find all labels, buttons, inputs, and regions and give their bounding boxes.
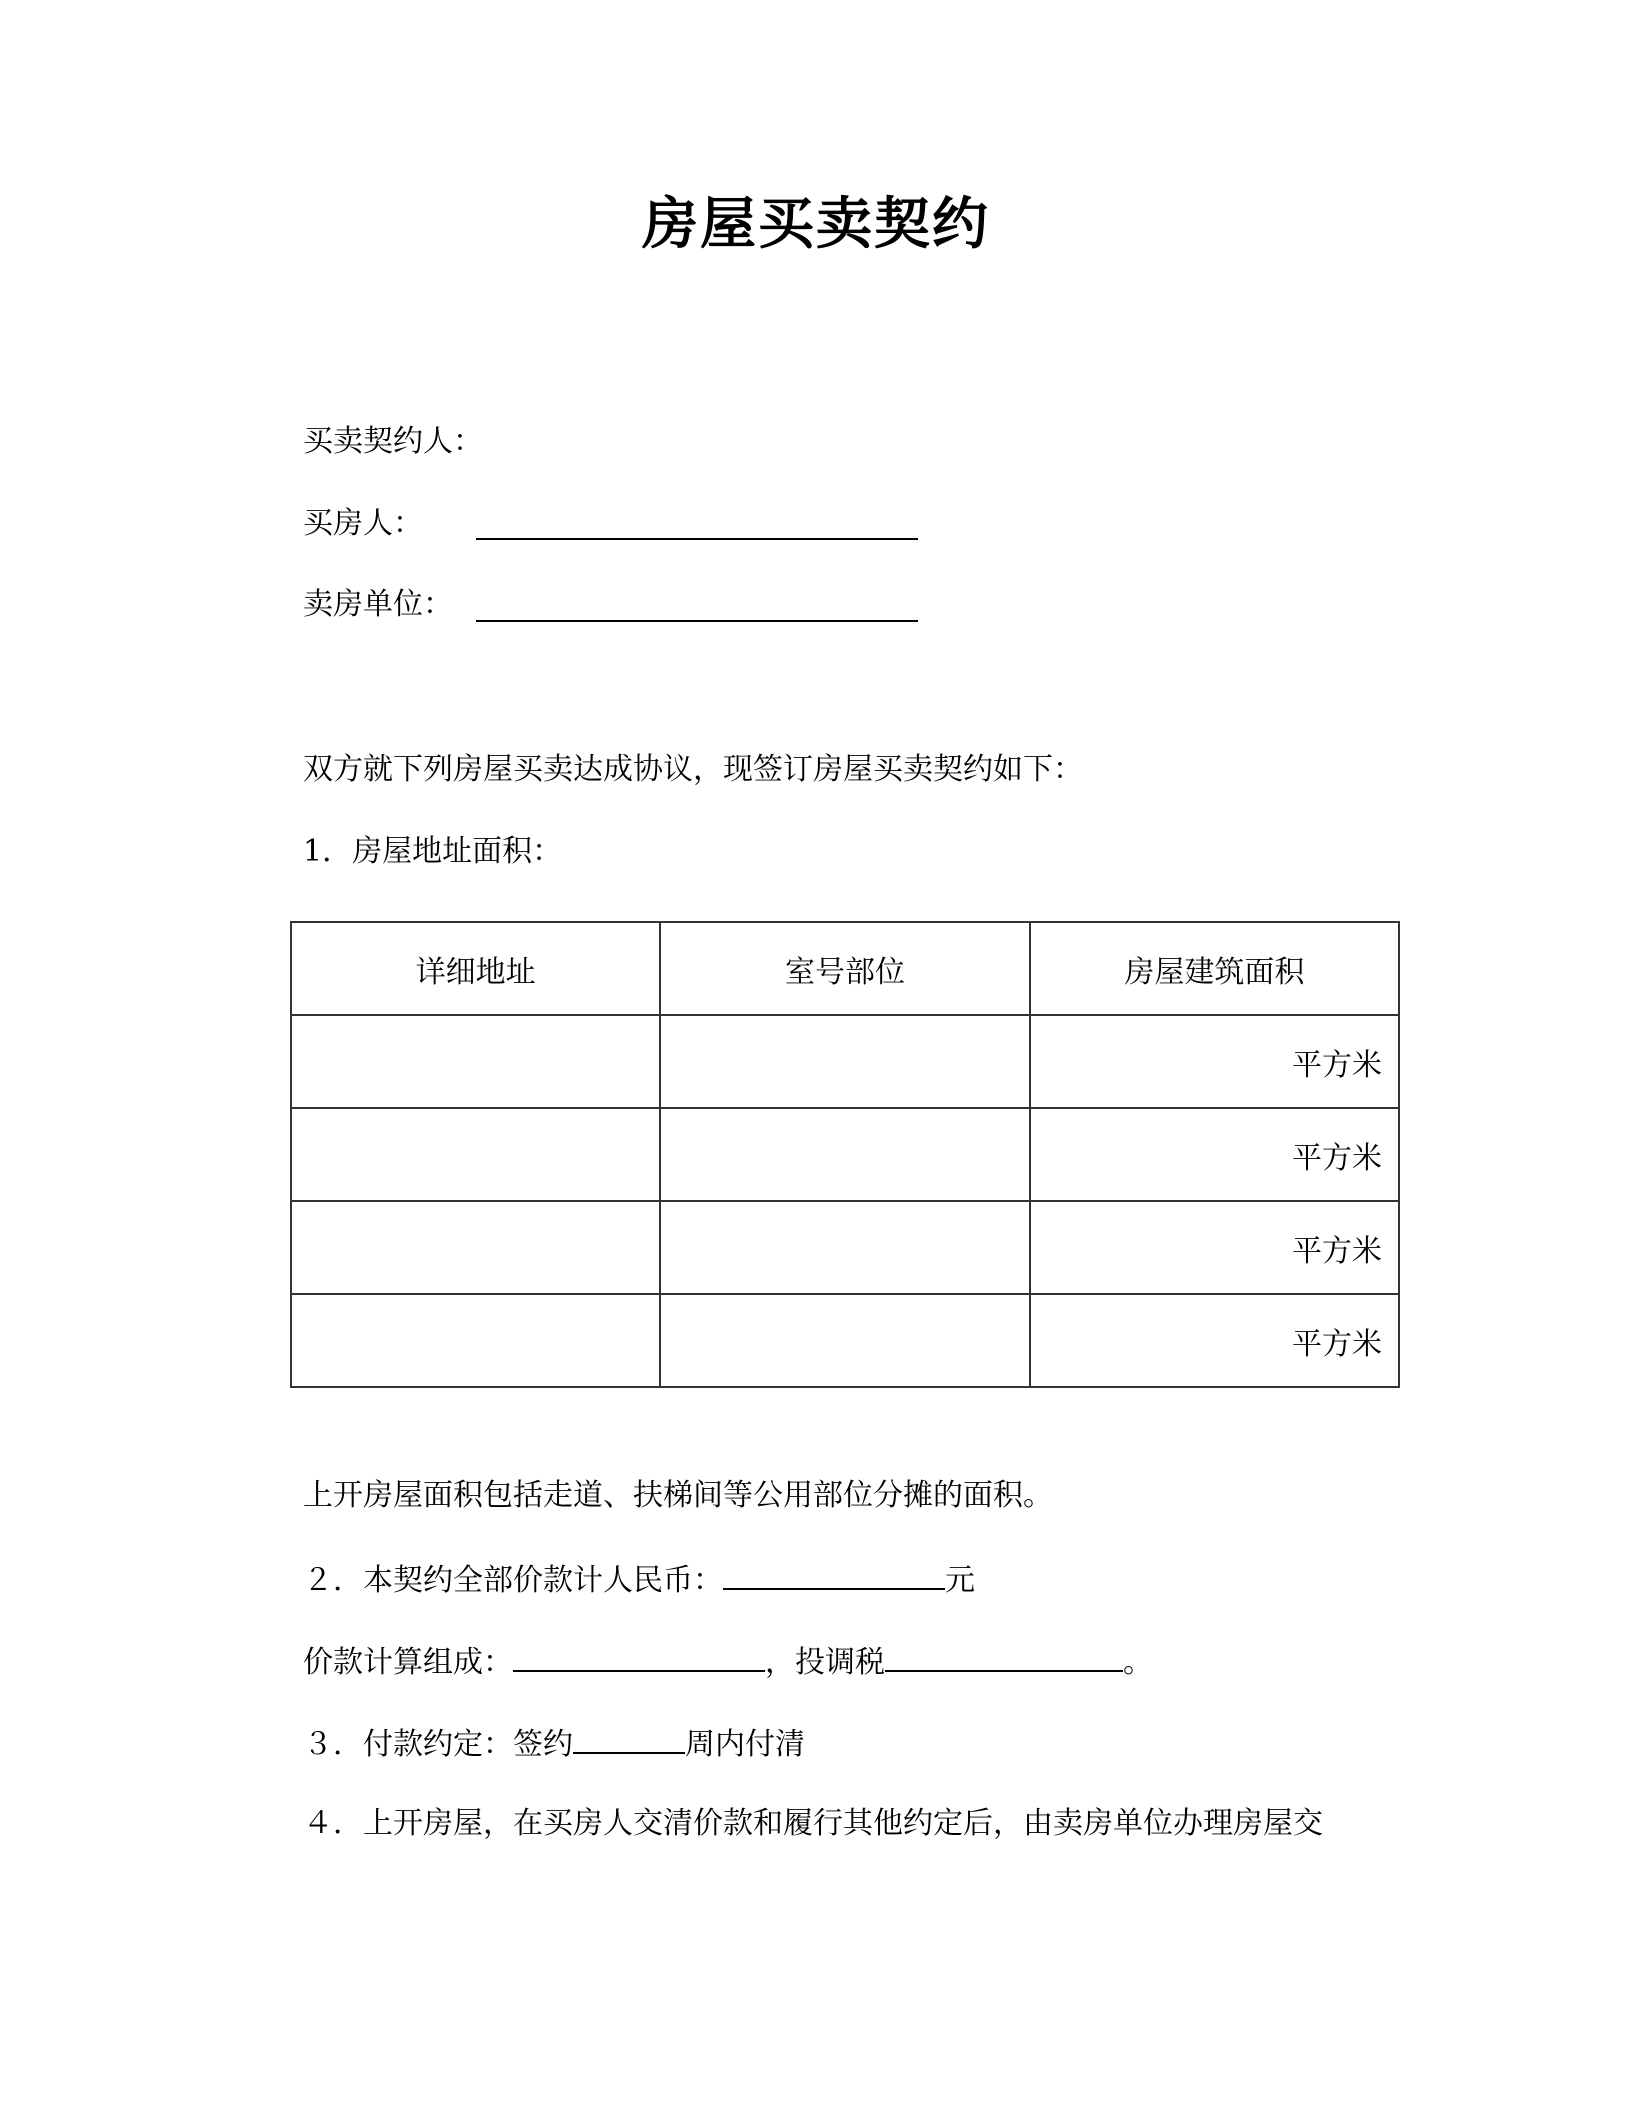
address-cell[interactable]	[291, 1015, 660, 1108]
room-cell[interactable]	[660, 1294, 1029, 1387]
section-2	[303, 1558, 975, 1601]
area-cell[interactable]: 平方米	[1030, 1108, 1399, 1201]
seller-field[interactable]	[476, 620, 918, 622]
table-row	[291, 1015, 1399, 1108]
total-price-field[interactable]	[723, 1558, 945, 1590]
table-row	[291, 1294, 1399, 1387]
table-row	[291, 1201, 1399, 1294]
section-2-prefix: ２．本契约全部价款计人民币：	[303, 1563, 723, 1598]
column-header-address: 详细地址	[291, 922, 660, 1015]
address-cell[interactable]	[291, 1294, 660, 1387]
address-cell[interactable]	[291, 1201, 660, 1294]
price-breakdown-end: 。	[1123, 1645, 1153, 1680]
area-cell[interactable]: 平方米	[1030, 1015, 1399, 1108]
buyer-label: 买房人：	[303, 506, 423, 541]
area-note: 上开房屋面积包括走道、扶梯间等公用部位分摊的面积。	[303, 1478, 1053, 1513]
section-4: ４．上开房屋，在买房人交清价款和履行其他约定后，由卖房单位办理房屋交	[303, 1806, 1323, 1841]
intro-paragraph: 双方就下列房屋买卖达成协议，现签订房屋买卖契约如下：	[303, 752, 1083, 787]
price-breakdown-prefix: 价款计算组成：	[303, 1645, 513, 1680]
section-3	[303, 1722, 805, 1765]
room-cell[interactable]	[660, 1201, 1029, 1294]
column-header-room: 室号部位	[660, 922, 1029, 1015]
price-breakdown-middle: ，投调税	[765, 1645, 885, 1680]
section-1-label: 1．房屋地址面积：	[303, 834, 563, 869]
column-header-area: 房屋建筑面积	[1030, 922, 1399, 1015]
section-3-suffix: 周内付清	[685, 1727, 805, 1762]
parties-header: 买卖契约人：	[303, 424, 483, 459]
seller-label: 卖房单位：	[303, 587, 453, 622]
address-cell[interactable]	[291, 1108, 660, 1201]
buyer-field[interactable]	[476, 538, 918, 540]
area-cell[interactable]: 平方米	[1030, 1201, 1399, 1294]
document-title: 房屋买卖契约	[642, 192, 990, 257]
table-row	[291, 1108, 1399, 1201]
room-cell[interactable]	[660, 1108, 1029, 1201]
property-area-table	[290, 921, 1400, 1388]
weeks-field[interactable]	[573, 1722, 685, 1754]
section-3-prefix: ３．付款约定：签约	[303, 1727, 573, 1762]
price-composition-field[interactable]	[513, 1640, 765, 1672]
table-header-row	[291, 922, 1399, 1015]
tax-field[interactable]	[885, 1640, 1123, 1672]
section-2-suffix: 元	[945, 1563, 975, 1598]
room-cell[interactable]	[660, 1015, 1029, 1108]
price-breakdown	[303, 1640, 1153, 1683]
area-cell[interactable]: 平方米	[1030, 1294, 1399, 1387]
